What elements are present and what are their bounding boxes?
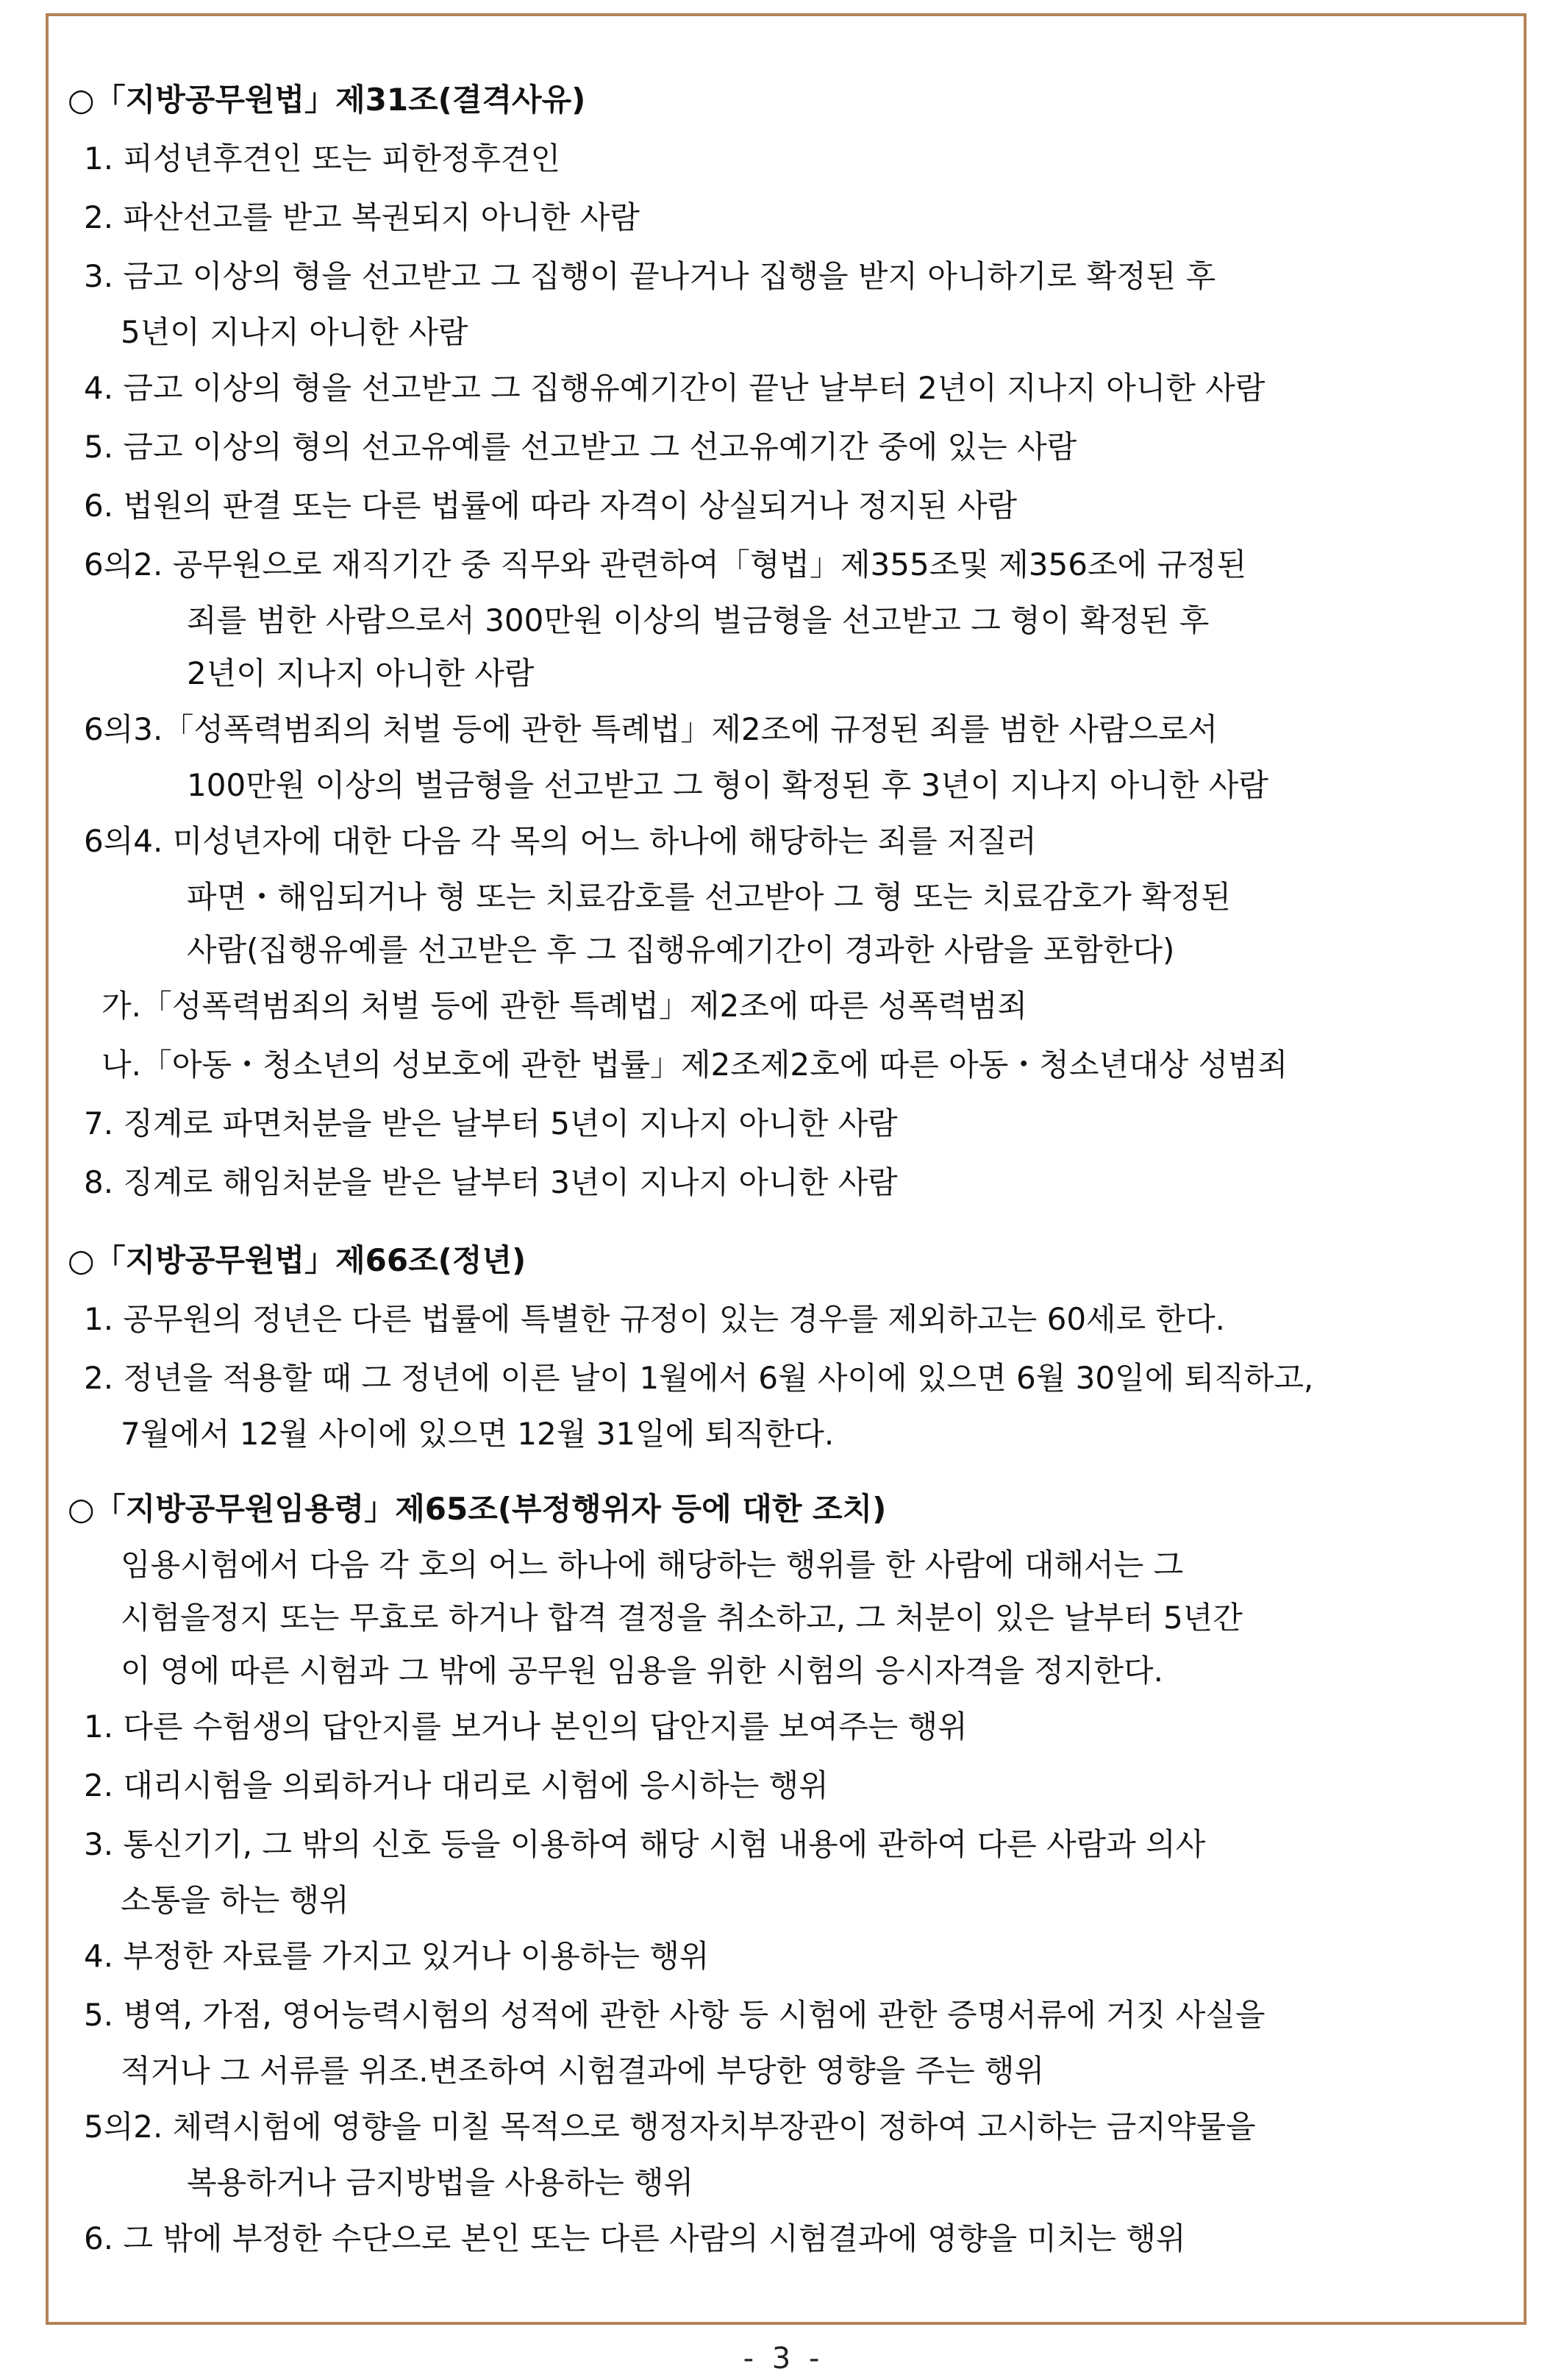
clause-line: 사람(집행유예를 선고받은 후 그 집행유예기간이 경과한 사람을 포함한다) [187,932,1175,968]
law-section [68,71,1531,1212]
clause-line: 6의4. 미성년자에 대한 다음 각 목의 어느 하나에 해당하는 죄를 저질러 [84,823,1037,859]
clause-line: 3. 통신기기, 그 밖의 신호 등을 이용하여 해당 시험 내용에 관하여 다른 사람과 의사 [84,1826,1206,1862]
section-heading: ○「지방공무원법」제31조(결격사유) [68,82,586,118]
clause-line: 파면・해임되거나 형 또는 치료감호를 선고받아 그 형 또는 치료감호가 확정된 [187,879,1231,915]
clause-line: 이 영에 따른 시험과 그 밖에 공무원 임용을 위한 시험의 응시자격을 정지한다. [121,1653,1163,1689]
clause-line: 4. 부정한 자료를 가지고 있거나 이용하는 행위 [84,1938,710,1974]
clause-line: 5. 금고 이상의 형의 선고유예를 선고받고 그 선고유예기간 중에 있는 사람 [84,429,1077,465]
clause-line: 복용하거나 금지방법을 사용하는 행위 [187,2165,694,2201]
clause-line: 3. 금고 이상의 형을 선고받고 그 집행이 끝나거나 집행을 받지 아니하기로 확정된 후 [84,258,1216,294]
clause-line: 1. 공무원의 정년은 다른 법률에 특별한 규정이 있는 경우를 제외하고는 60세로 한다. [84,1301,1226,1337]
clause-line: 적거나 그 서류를 위조.변조하여 시험결과에 부당한 영향을 주는 행위 [121,2053,1045,2089]
clause-line: 1. 다른 수험생의 답안지를 보거나 본인의 답안지를 보여주는 행위 [84,1709,968,1745]
clause-line: 시험을정지 또는 무효로 하거나 합격 결정을 취소하고, 그 처분이 있은 날부터 5년간 [121,1600,1243,1636]
clause-line: 6. 그 밖에 부정한 수단으로 본인 또는 다른 사람의 시험결과에 영향을 미치는 행위 [84,2220,1186,2256]
clause-line: 가.「성폭력범죄의 처벌 등에 관한 특례법」제2조에 따른 성폭력범죄 [101,988,1028,1024]
clause-line: 소통을 하는 행위 [121,1882,349,1918]
clause-line: 4. 금고 이상의 형을 선고받고 그 집행유예기간이 끝난 날부터 2년이 지나지 아니한 사람 [84,370,1266,406]
clause-line: 임용시험에서 다음 각 호의 어느 하나에 해당하는 행위를 한 사람에 대해서는 그 [121,1547,1184,1583]
document-body [68,71,1531,2287]
law-section [68,1231,1531,1461]
clause-line: 2년이 지나지 아니한 사람 [187,655,535,691]
clause-line: 2. 대리시험을 의뢰하거나 대리로 시험에 응시하는 행위 [84,1767,829,1803]
clause-line: 5년이 지나지 아니한 사람 [121,314,468,350]
clause-line: 1. 피성년후견인 또는 피한정후견인 [84,140,561,177]
section-heading: ○「지방공무원법」제66조(정년) [68,1242,527,1278]
clause-line: 6. 법원의 판결 또는 다른 법률에 따라 자격이 상실되거나 정지된 사람 [84,488,1018,524]
clause-line: 8. 징계로 해임처분을 받은 날부터 3년이 지나지 아니한 사람 [84,1164,898,1200]
clause-line: 7월에서 12월 사이에 있으면 12월 31일에 퇴직한다. [121,1416,835,1452]
law-section [68,1480,1531,2268]
clause-line: 5. 병역, 가점, 영어능력시험의 성적에 관한 사항 등 시험에 관한 증명서류에 거짓 사실을 [84,1997,1266,2033]
clause-line: 2. 파산선고를 받고 복권되지 아니한 사람 [84,199,640,235]
clause-line: 7. 징계로 파면처분을 받은 날부터 5년이 지나지 아니한 사람 [84,1105,898,1141]
clause-line: 5의2. 체력시험에 영향을 미칠 목적으로 행정자치부장관이 정하여 고시하는 금지약물을 [84,2109,1256,2145]
section-heading: ○「지방공무원임용령」제65조(부정행위자 등에 대한 조치) [68,1491,887,1527]
clause-line: 100만원 이상의 벌금형을 선고받고 그 형이 확정된 후 3년이 지나지 아니한 사람 [187,767,1268,803]
clause-line: 죄를 범한 사람으로서 300만원 이상의 벌금형을 선고받고 그 형이 확정된 후 [187,602,1210,638]
page-number: - 3 - [743,2342,824,2376]
clause-line: 나.「아동・청소년의 성보호에 관한 법률」제2조제2호에 따른 아동・청소년대상 성범죄 [101,1047,1288,1083]
clause-line: 6의2. 공무원으로 재직기간 중 직무와 관련하여「형법」제355조및 제356조에 규정된 [84,546,1247,582]
clause-line: 6의3.「성폭력범죄의 처벌 등에 관한 특례법」제2조에 규정된 죄를 범한 사람으로서 [84,711,1218,747]
clause-line: 2. 정년을 적용할 때 그 정년에 이른 날이 1월에서 6월 사이에 있으면 6월 30일에 퇴직하고, [84,1360,1314,1396]
